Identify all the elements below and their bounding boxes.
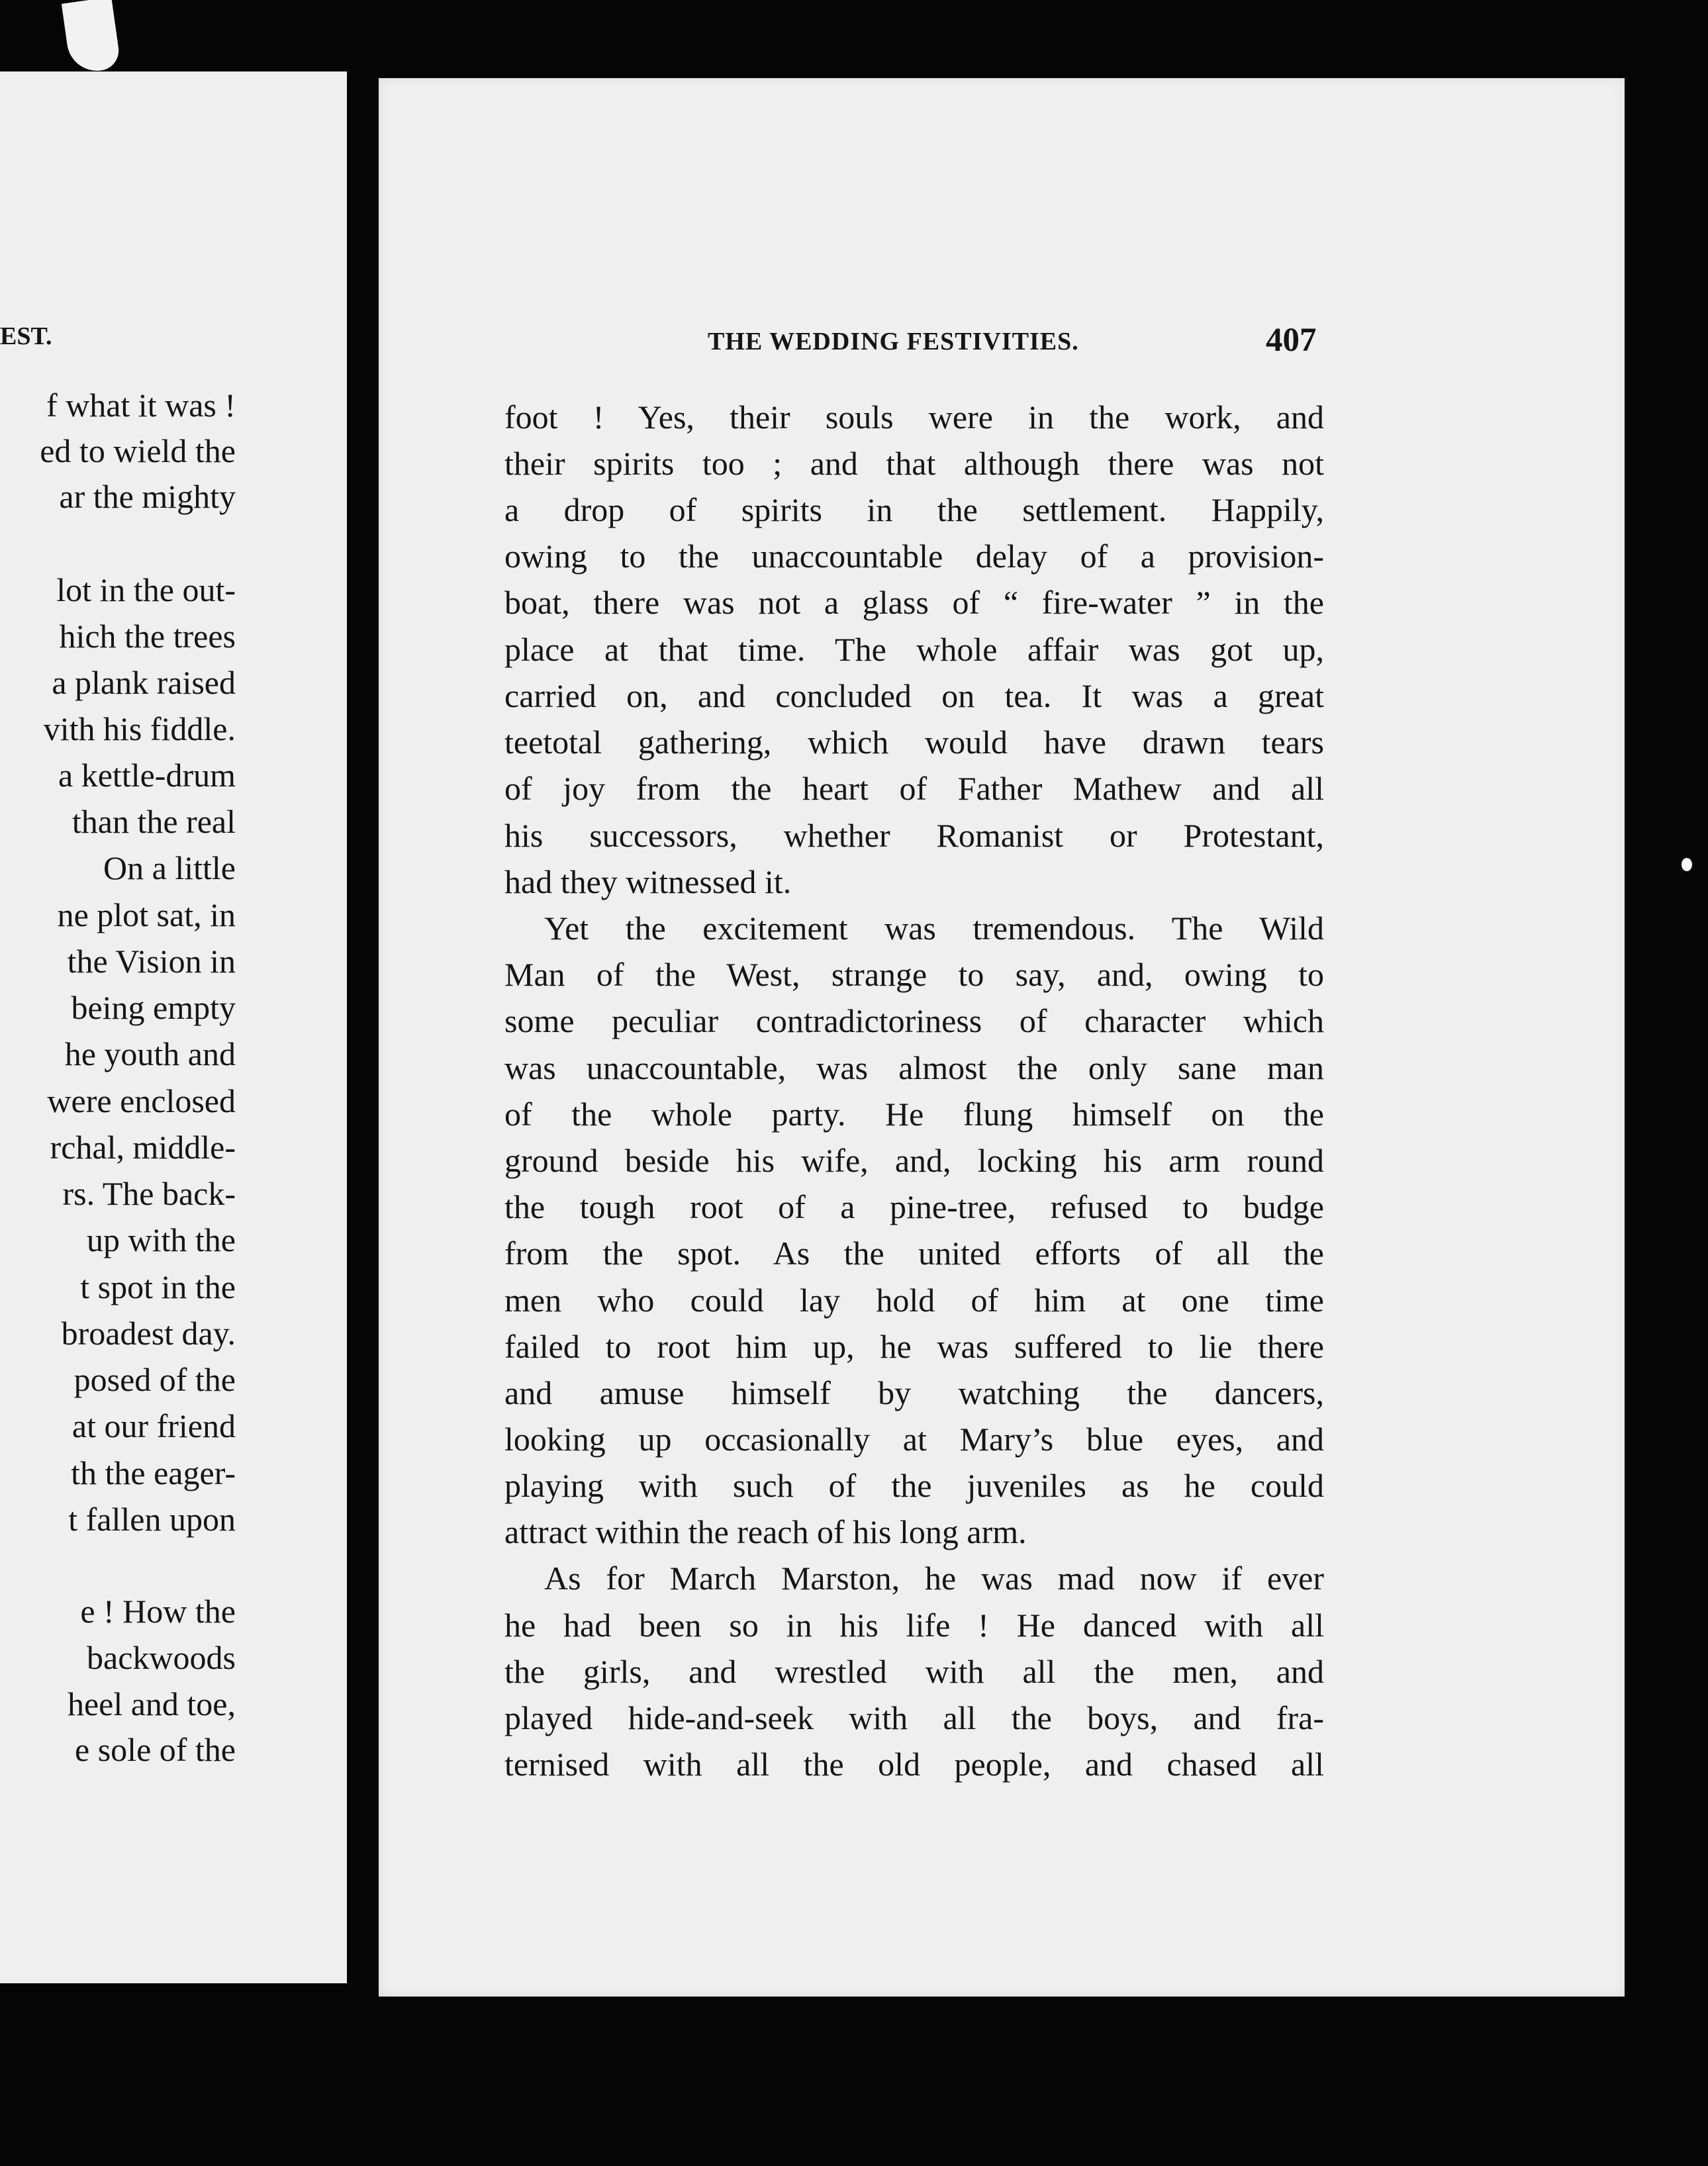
left-text-line: were enclosed (47, 1082, 236, 1119)
body-text-line: teetotal gathering, which would have drawn tears (504, 724, 1324, 761)
right-book-page (379, 78, 1625, 1997)
left-text-line: e ! How the (80, 1593, 236, 1630)
left-text-line: hich the trees (59, 618, 236, 655)
body-text-line: men who could lay hold of him at one time (504, 1282, 1324, 1319)
body-text-line: ternised with all the old people, and chased all (504, 1746, 1324, 1783)
left-text-line: up with the (87, 1221, 236, 1258)
body-text-line: failed to root him up, he was suffered to lie there (504, 1328, 1324, 1365)
left-text-line: heel and toe, (67, 1685, 236, 1722)
left-text-line: backwoods (87, 1639, 236, 1676)
left-text-line: t spot in the (80, 1268, 236, 1305)
body-text-line: his successors, whether Romanist or Protestant, (504, 817, 1324, 854)
body-text-line: had they witnessed it. (504, 863, 792, 900)
left-text-line: rchal, middle- (50, 1129, 236, 1166)
body-text-line: the tough root of a pine-tree, refused to budge (504, 1188, 1324, 1225)
left-text-line: rs. The back- (62, 1175, 236, 1212)
left-text-line: being empty (71, 989, 236, 1026)
left-text-line: On a little (103, 849, 236, 886)
left-text-line: the Vision in (67, 943, 236, 980)
body-text-line: carried on, and concluded on tea. It was a great (504, 677, 1324, 714)
body-text-line: As for March Marston, he was mad now if ever (544, 1560, 1324, 1597)
running-head: THE WEDDING FESTIVITIES. (708, 328, 1079, 355)
body-text-line: their spirits too ; and that although there was not (504, 445, 1324, 482)
left-text-line: at our friend (71, 1407, 236, 1444)
left-text-line: broadest day. (61, 1315, 236, 1352)
body-text-line: place at that time. The whole affair was got up, (504, 631, 1324, 668)
body-text-line: of the whole party. He flung himself on the (504, 1096, 1324, 1133)
body-text-line: foot ! Yes, their souls were in the work, and (504, 399, 1324, 436)
left-text-line: e sole of the (75, 1731, 236, 1768)
body-text-line: owing to the unaccountable delay of a provision- (504, 538, 1324, 575)
left-text-line: than the real (71, 803, 236, 840)
body-text-line: Man of the West, strange to say, and, owing to (504, 956, 1324, 993)
body-text-line: some peculiar contradictoriness of character which (504, 1002, 1324, 1039)
left-text-line: ed to wield the (40, 432, 236, 469)
body-text-line: played hide-and-seek with all the boys, and fra- (504, 1699, 1324, 1736)
body-text-line: ground beside his wife, and, locking his arm round (504, 1142, 1324, 1179)
left-text-line: th the eager- (71, 1454, 236, 1491)
body-text-line: the girls, and wrestled with all the men, and (504, 1653, 1324, 1690)
page-number: 407 (1266, 322, 1317, 359)
left-text-line: ar the mighty (59, 478, 236, 515)
left-text-line: posed of the (73, 1361, 236, 1398)
paper-fleck-mark (1682, 858, 1692, 871)
body-text-line: of joy from the heart of Father Mathew and all (504, 770, 1324, 807)
left-text-line: t fallen upon (68, 1501, 236, 1538)
body-text-line: attract within the reach of his long arm. (504, 1513, 1027, 1550)
left-text-line: ne plot sat, in (57, 896, 236, 933)
body-text-line: playing with such of the juveniles as he could (504, 1467, 1324, 1504)
left-text-line: vith his fiddle. (43, 710, 236, 747)
left-text-line: lot in the out- (56, 571, 236, 608)
paper-tear-mark (62, 0, 121, 75)
body-text-line: looking up occasionally at Mary’s blue eyes, and (504, 1421, 1324, 1458)
body-text-line: was unaccountable, was almost the only sane man (504, 1049, 1324, 1086)
body-text-line: from the spot. As the united efforts of all the (504, 1235, 1324, 1272)
left-text-line: a plank raised (52, 664, 236, 701)
body-text-line: and amuse himself by watching the dancers, (504, 1374, 1324, 1411)
body-text-line: he had been so in his life ! He danced with all (504, 1607, 1324, 1644)
body-text-line: boat, there was not a glass of “ fire-water ” in the (504, 584, 1324, 621)
left-text-line: he youth and (64, 1035, 236, 1072)
left-running-head: EST. (0, 322, 52, 350)
left-text-line: a kettle-drum (58, 757, 236, 794)
left-book-page (0, 71, 347, 1983)
left-text-line: f what it was ! (46, 387, 236, 424)
body-text-line: a drop of spirits in the settlement. Happily, (504, 491, 1324, 528)
body-text-line: Yet the excitement was tremendous. The Wild (544, 910, 1324, 947)
